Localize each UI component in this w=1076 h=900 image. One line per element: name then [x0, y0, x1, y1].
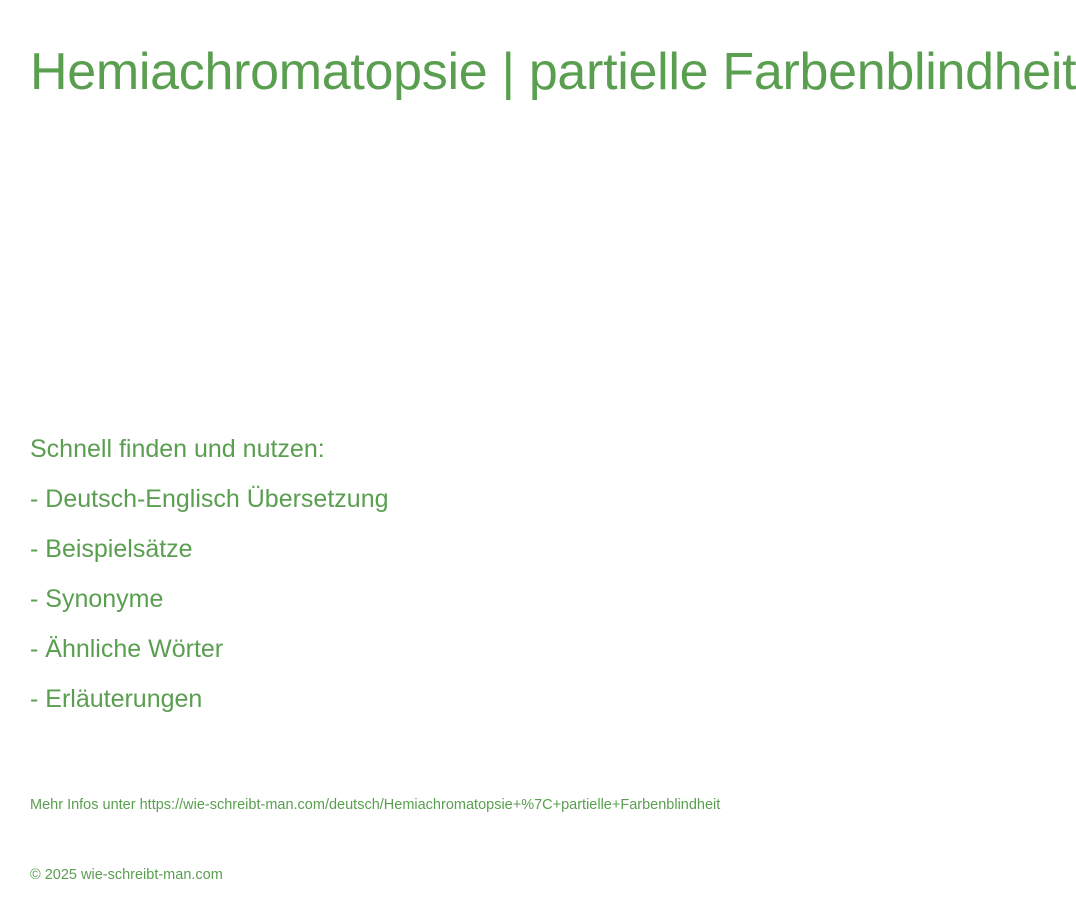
page-title: Hemiachromatopsie | partielle Farbenblindheit [30, 43, 1076, 101]
feature-item-synonyms: - Synonyme [30, 585, 164, 613]
feature-item-translation: - Deutsch-Englisch Übersetzung [30, 485, 389, 513]
feature-item-example-sentences: - Beispielsätze [30, 535, 193, 563]
copyright-text: © 2025 wie-schreibt-man.com [30, 867, 223, 883]
more-info-text: Mehr Infos unter https://wie-schreibt-man.com/deutsch/Hemiachromatopsie+%7C+partielle+Farbenblindheit [30, 797, 721, 813]
feature-item-explanations: - Erläuterungen [30, 685, 203, 713]
feature-list-intro: Schnell finden und nutzen: [30, 435, 325, 463]
feature-item-similar-words: - Ähnliche Wörter [30, 635, 224, 663]
feature-list [30, 424, 389, 724]
feature-items [30, 474, 389, 724]
